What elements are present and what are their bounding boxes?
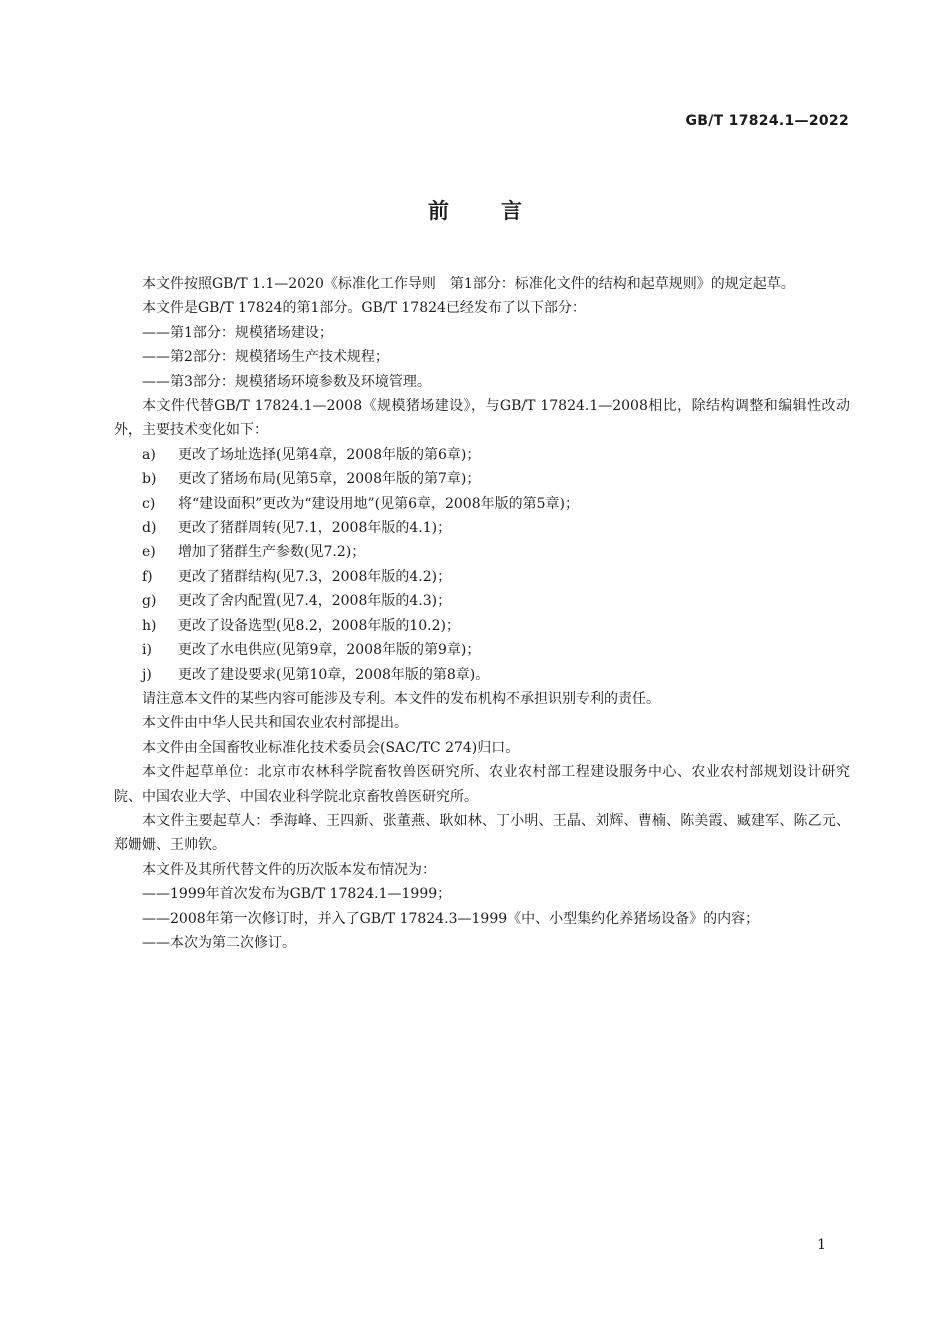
list-item-text: 更改了猪群周转(见7.1，2008年版的4.1)； xyxy=(178,520,452,537)
list-item-change xyxy=(114,516,850,540)
list-item-letter: c) xyxy=(142,495,156,512)
list-item-letter: i) xyxy=(142,642,152,659)
list-item-letter: e) xyxy=(142,544,156,561)
list-item-change xyxy=(114,614,850,638)
list-item-letter: j) xyxy=(142,666,152,683)
list-item-letter: g) xyxy=(142,593,157,610)
paragraph-proposed-by: 本文件由中华人民共和国农业农村部提出。 xyxy=(142,715,408,732)
list-item-letter: f) xyxy=(142,568,153,585)
list-item-text: 更改了场址选择(见第4章，2008年版的第6章)； xyxy=(178,446,481,463)
standard-number: GB/T 17824.1—2022 xyxy=(685,113,849,129)
list-item-text: 更改了设备选型(见8.2，2008年版的10.2)； xyxy=(178,617,460,634)
list-item-part: ——第3部分：规模猪场环境参数及环境管理。 xyxy=(142,373,431,390)
list-item-part: ——第2部分：规模猪场生产技术规程； xyxy=(142,349,389,366)
paragraph-patent-notice: 请注意本文件的某些内容可能涉及专利。本文件的发布机构不承担识别专利的责任。 xyxy=(142,690,660,707)
list-item-history: ——1999年首次发布为GB/T 17824.1—1999； xyxy=(142,886,452,903)
list-item-change xyxy=(114,443,850,467)
paragraph-parts-intro: 本文件是GB/T 17824的第1部分。GB/T 17824已经发布了以下部分： xyxy=(142,300,586,317)
list-item-change xyxy=(114,492,850,516)
list-item-change xyxy=(114,565,850,589)
paragraph-administered-by: 本文件由全国畜牧业标准化技术委员会(SAC/TC 274)归口。 xyxy=(142,739,520,756)
list-item-text: 更改了舍内配置(见7.4，2008年版的4.3)； xyxy=(178,593,452,610)
paragraph-drafting-organizations: 本文件起草单位：北京市农林科学院畜牧兽医研究所、农业农村部工程建设服务中心、农业农村部规划设计研究院、中国农业大学、中国农业科学院北京畜牧兽医研究所。 xyxy=(114,764,850,805)
list-item-text: 更改了水电供应(见第9章，2008年版的第9章)； xyxy=(178,642,481,659)
paragraph-drafting-rules: 本文件按照GB/T 1.1—2020《标准化工作导则 第1部分：标准化文件的结构和起草规则》的规定起草。 xyxy=(142,276,795,292)
list-item-text: 将“建设面积”更改为“建设用地”(见第6章，2008年版的第5章)； xyxy=(178,495,579,512)
page-title: 前言 xyxy=(428,199,574,223)
list-item-change xyxy=(114,467,850,491)
list-item-change xyxy=(114,638,850,662)
foreword-body xyxy=(114,272,850,955)
list-item-change xyxy=(114,663,850,687)
list-item-text: 更改了猪群结构(见7.3，2008年版的4.2)； xyxy=(178,568,452,585)
page-number: 1 xyxy=(817,1237,826,1253)
list-item-letter: d) xyxy=(142,520,157,537)
paragraph-replaces: 本文件代替GB/T 17824.1—2008《规模猪场建设》，与GB/T 17824.1—2008相比，除结构调整和编辑性改动外，主要技术变化如下： xyxy=(114,398,850,439)
list-item-letter: a) xyxy=(142,446,156,463)
list-item-text: 增加了猪群生产参数(见7.2)； xyxy=(178,544,366,561)
paragraph-drafters: 本文件主要起草人：季海峰、王四新、张董燕、耿如林、丁小明、王晶、刘辉、曹楠、陈美霞、臧建军、陈乙元、郑姗姗、王帅钦。 xyxy=(114,812,850,854)
paragraph-history-intro: 本文件及其所代替文件的历次版本发布情况为： xyxy=(142,861,436,878)
list-item-history: ——本次为第二次修订。 xyxy=(142,934,296,951)
list-item-history: ——2008年第一次修订时，并入了GB/T 17824.3—1999《中、小型集约化养猪场设备》的内容； xyxy=(142,910,760,927)
list-item-change xyxy=(114,540,850,564)
list-item-change xyxy=(114,589,850,613)
list-item-letter: h) xyxy=(142,617,157,634)
list-item-part: ——第1部分：规模猪场建设； xyxy=(142,324,333,341)
list-item-letter: b) xyxy=(142,471,157,488)
list-item-text: 更改了建设要求(见第10章，2008年版的第8章)。 xyxy=(178,666,490,683)
list-item-text: 更改了猪场布局(见第5章，2008年版的第7章)； xyxy=(178,471,481,488)
